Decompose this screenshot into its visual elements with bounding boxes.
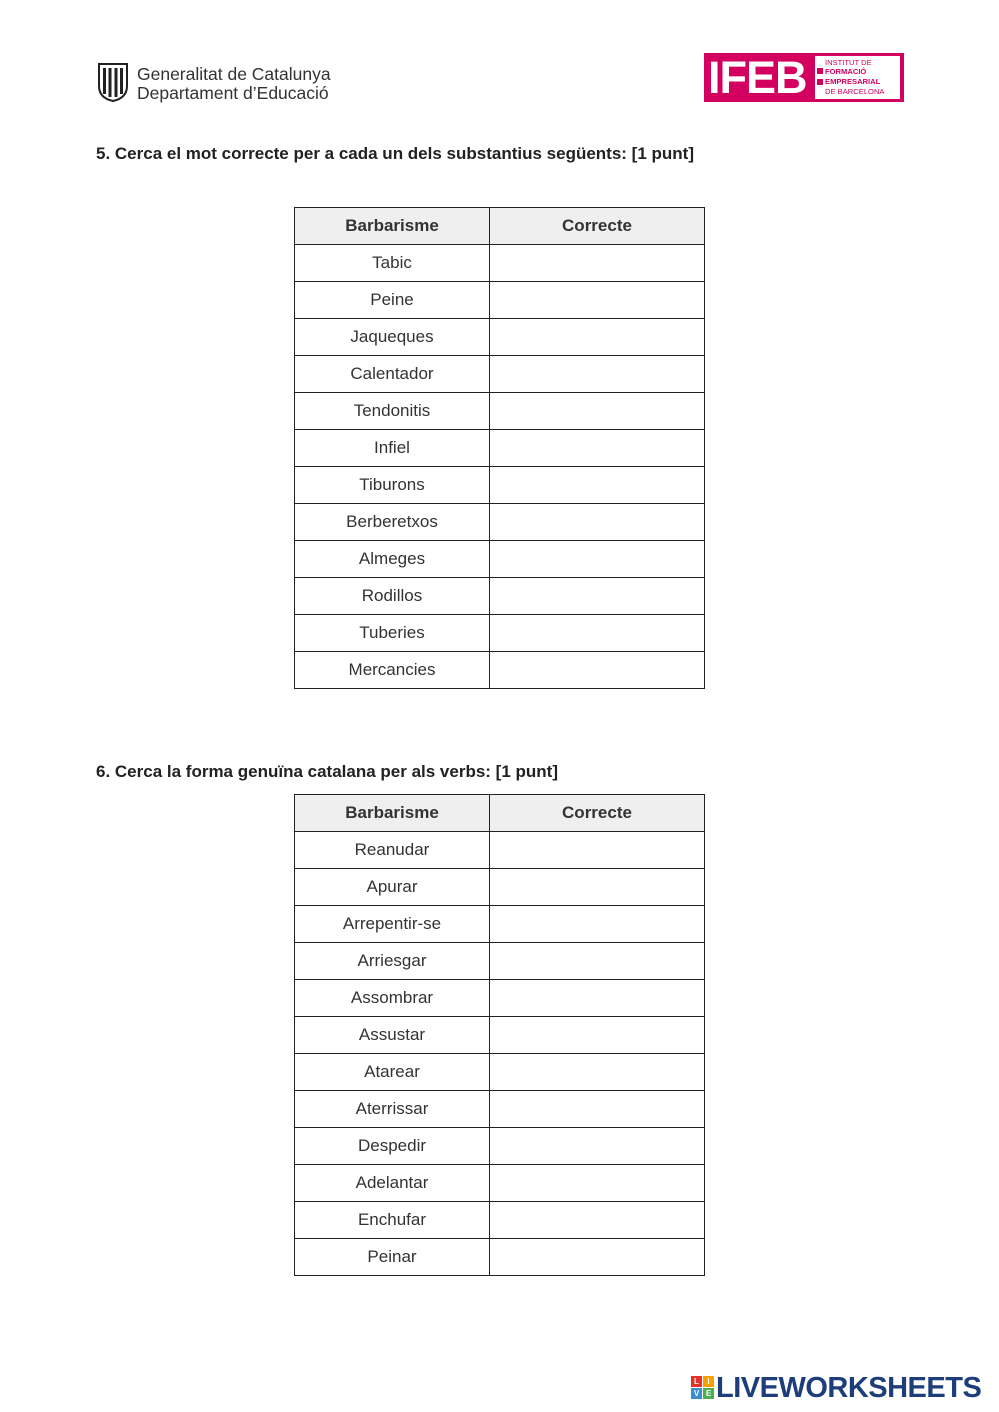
table-row (295, 1128, 705, 1165)
barbarisme-cell: Assustar (295, 1017, 490, 1054)
answer-cell[interactable] (490, 245, 705, 282)
table-row (295, 282, 705, 319)
answer-cell[interactable] (490, 980, 705, 1017)
answer-cell[interactable] (490, 467, 705, 504)
ifeb-line-2: FORMACIÓ (825, 67, 867, 76)
table-row (295, 578, 705, 615)
table-row (295, 541, 705, 578)
ifeb-name-box (815, 56, 900, 99)
liveworksheets-grid-icon (691, 1376, 715, 1400)
answer-cell[interactable] (490, 615, 705, 652)
barbarisme-cell: Despedir (295, 1128, 490, 1165)
generalitat-logo (96, 62, 356, 104)
answer-cell[interactable] (490, 943, 705, 980)
barbarisme-cell: Calentador (295, 356, 490, 393)
liveworksheets-wordmark: LIVEWORKSHEETS (716, 1372, 982, 1404)
question-6-title: 6. Cerca la forma genuïna catalana per als verbs: [1 punt] (96, 762, 558, 781)
answer-cell[interactable] (490, 393, 705, 430)
answer-cell[interactable] (490, 1202, 705, 1239)
answer-cell[interactable] (490, 869, 705, 906)
barbarisme-cell: Enchufar (295, 1202, 490, 1239)
barbarisme-cell: Almeges (295, 541, 490, 578)
question-6-table (294, 794, 705, 1276)
table-row (295, 832, 705, 869)
table-row (295, 1091, 705, 1128)
ifeb-logo (704, 53, 904, 102)
barbarisme-cell: Jaqueques (295, 319, 490, 356)
table-row (295, 1165, 705, 1202)
liveworksheets-cell-e: E (703, 1388, 714, 1399)
answer-cell[interactable] (490, 356, 705, 393)
barbarisme-cell: Apurar (295, 869, 490, 906)
barbarisme-cell: Reanudar (295, 832, 490, 869)
answer-cell[interactable] (490, 1017, 705, 1054)
liveworksheets-cell-v: V (691, 1388, 702, 1399)
generalitat-line2: Departament d’Educació (137, 83, 329, 103)
liveworksheets-cell-i: I (703, 1376, 714, 1387)
generalitat-text (137, 65, 331, 103)
ifeb-line-4: DE BARCELONA (825, 87, 885, 96)
column-header-correcte: Correcte (490, 795, 705, 832)
barbarisme-cell: Atarear (295, 1054, 490, 1091)
answer-cell[interactable] (490, 906, 705, 943)
answer-cell[interactable] (490, 282, 705, 319)
table-header-row (295, 208, 705, 245)
table-row (295, 906, 705, 943)
table-row (295, 869, 705, 906)
table-row (295, 615, 705, 652)
answer-cell[interactable] (490, 1128, 705, 1165)
barbarisme-cell: Infiel (295, 430, 490, 467)
barbarisme-cell: Tabic (295, 245, 490, 282)
ifeb-acronym: IFEB (708, 52, 807, 103)
barbarisme-cell: Peinar (295, 1239, 490, 1276)
table-row (295, 430, 705, 467)
ifeb-line-3: EMPRESARIAL (825, 77, 881, 86)
table-row (295, 1054, 705, 1091)
barbarisme-cell: Peine (295, 282, 490, 319)
answer-cell[interactable] (490, 652, 705, 689)
barbarisme-cell: Aterrissar (295, 1091, 490, 1128)
table-row (295, 1202, 705, 1239)
barbarisme-cell: Mercancies (295, 652, 490, 689)
barbarisme-cell: Arrepentir-se (295, 906, 490, 943)
answer-cell[interactable] (490, 1054, 705, 1091)
column-header-barbarisme: Barbarisme (295, 795, 490, 832)
table-row (295, 1239, 705, 1276)
barbarisme-cell: Assombrar (295, 980, 490, 1017)
table-row (295, 245, 705, 282)
answer-cell[interactable] (490, 430, 705, 467)
generalitat-line1: Generalitat de Catalunya (137, 64, 331, 84)
barbarisme-cell: Tuberies (295, 615, 490, 652)
answer-cell[interactable] (490, 1239, 705, 1276)
question-5-title: 5. Cerca el mot correcte per a cada un dels substantius següents: [1 punt] (96, 144, 694, 163)
table-row (295, 943, 705, 980)
ifeb-square-icon (817, 79, 823, 85)
table-row (295, 356, 705, 393)
barbarisme-cell: Arriesgar (295, 943, 490, 980)
barbarisme-cell: Adelantar (295, 1165, 490, 1202)
table-row (295, 504, 705, 541)
answer-cell[interactable] (490, 541, 705, 578)
table-row (295, 1017, 705, 1054)
table-row (295, 393, 705, 430)
answer-cell[interactable] (490, 578, 705, 615)
answer-cell[interactable] (490, 1091, 705, 1128)
barbarisme-cell: Rodillos (295, 578, 490, 615)
table-row (295, 319, 705, 356)
generalitat-emblem-icon (96, 62, 130, 102)
question-5-table (294, 207, 705, 689)
ifeb-line-1: INSTITUT DE (825, 58, 872, 67)
table-header-row (295, 795, 705, 832)
answer-cell[interactable] (490, 504, 705, 541)
column-header-barbarisme: Barbarisme (295, 208, 490, 245)
table-row (295, 652, 705, 689)
table-row (295, 467, 705, 504)
answer-cell[interactable] (490, 832, 705, 869)
liveworksheets-cell-l: L (691, 1376, 702, 1387)
barbarisme-cell: Berberetxos (295, 504, 490, 541)
barbarisme-cell: Tiburons (295, 467, 490, 504)
table-row (295, 980, 705, 1017)
answer-cell[interactable] (490, 319, 705, 356)
ifeb-square-icon (817, 68, 823, 74)
answer-cell[interactable] (490, 1165, 705, 1202)
column-header-correcte: Correcte (490, 208, 705, 245)
barbarisme-cell: Tendonitis (295, 393, 490, 430)
